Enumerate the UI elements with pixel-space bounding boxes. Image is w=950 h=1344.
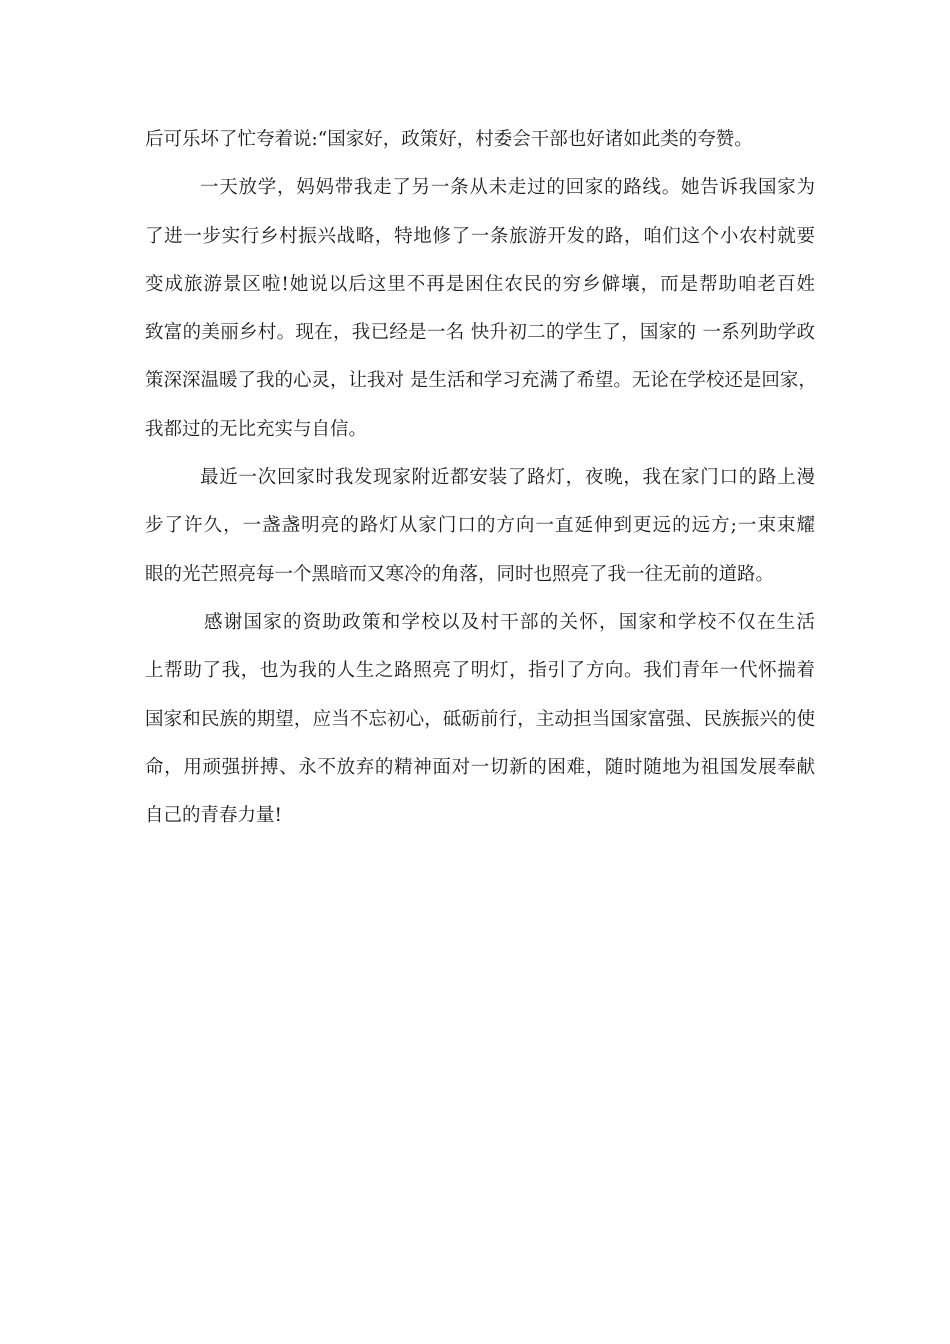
body-text [145,116,815,840]
text-line: 上帮助了我，也为我的人生之路照亮了明灯，指引了方向。我们青年一代怀揣着 [145,660,815,682]
paragraph-4 [145,599,815,840]
text-line: 变成旅游景区啦!她说以后这里不再是困住农民的穷乡僻壤，而是帮助咱老百姓 [145,273,815,295]
text-line: 步了许久，一盏盏明亮的路灯从家门口的方向一直延伸到更远的远方;一束束耀 [145,515,815,537]
paragraph-2 [145,164,815,454]
text-line: 后可乐坏了忙夸着说:“国家好，政策好，村委会干部也好诸如此类的夸赞。 [145,129,753,150]
text-line: 最近一次回家时我发现家附近都安装了路灯，夜晚，我在家门口的路上漫 [200,467,815,489]
paragraph-3 [145,454,815,599]
text-line: 我都过的无比充实与自信。 [145,418,368,440]
text-line: 自己的青春力量! [145,805,282,827]
text-line: 策深深温暖了我的心灵，让我对 是生活和学习充满了希望。无论在学校还是回家， [145,370,817,392]
text-line: 命，用顽强拼搏、永不放弃的精神面对一切新的困难，随时随地为祖国发展奉献 [145,756,815,778]
paragraph-1 [145,116,815,164]
text-line: 国家和民族的期望，应当不忘初心，砥砺前行，主动担当国家富强、民族振兴的使 [145,708,815,730]
text-line: 致富的美丽乡村。现在，我已经是一名 快升初二的学生了，国家的 一系列助学政 [145,322,815,344]
text-line: 一天放学，妈妈带我走了另一条从未走过的回家的路线。她告诉我国家为 [200,177,815,199]
text-line: 感谢国家的资助政策和学校以及村干部的关怀，国家和学校不仅在生活 [204,611,815,633]
text-line: 眼的光芒照亮每一个黑暗而又寒冷的角落，同时也照亮了我一往无前的道路。 [145,563,775,585]
text-line: 了进一步实行乡村振兴战略，特地修了一条旅游开发的路，咱们这个小农村就要 [145,225,815,247]
